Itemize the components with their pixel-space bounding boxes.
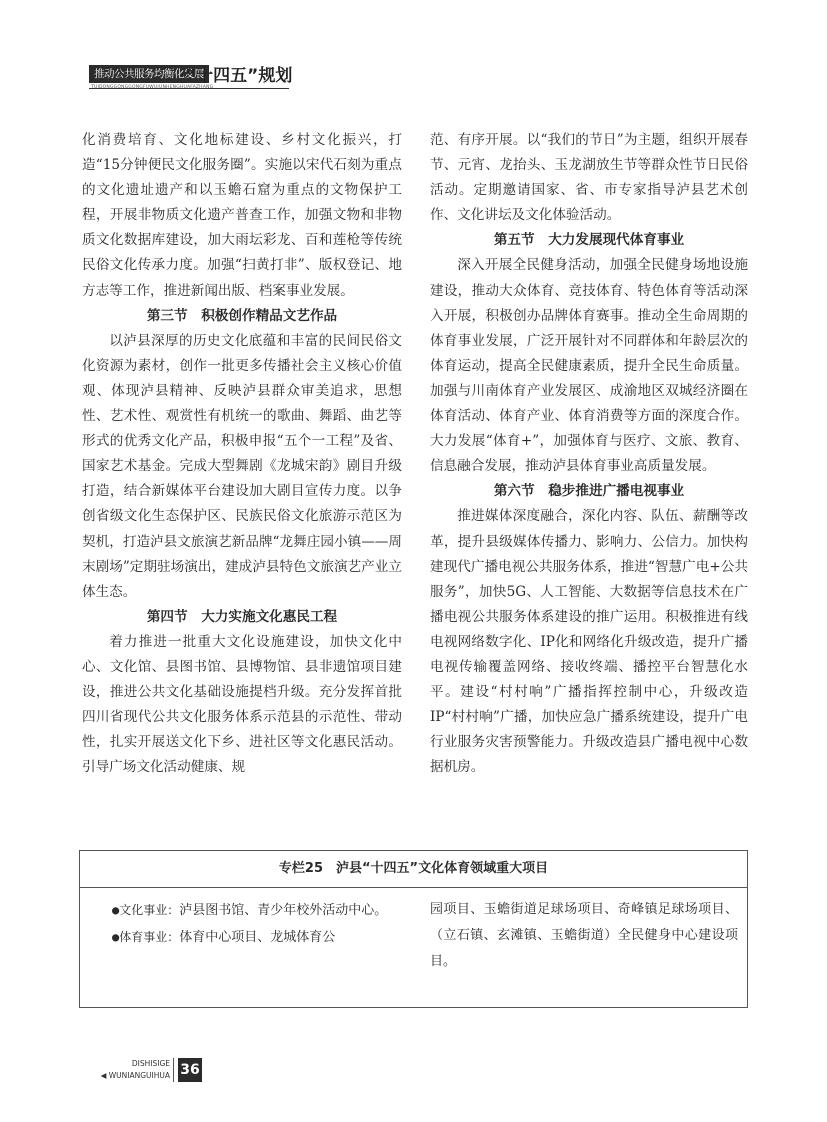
paragraph: 着力推进一批重大文化设施建设，加快文化中心、文化馆、县图书馆、县博物馆、县非遗馆项目建设，推进公共文化基础设施提档升级。充分发挥首批四川省现代公共文化服务体系示范县的示范性、带动性，扎实开展送文化下乡、进社区等文化惠民活动。引导广场文化活动健康、规	[82, 633, 402, 776]
footer-divider	[173, 1058, 174, 1082]
footer-label	[90, 1058, 170, 1082]
project-box	[79, 850, 748, 1008]
box-title: 专栏25 泸县“十四五”文化体育领域重大项目	[80, 851, 747, 888]
left-column	[82, 128, 402, 780]
paragraph: 化消费培育、文化地标建设、乡村文化振兴，打造“15分钟便民文化服务圈”。实施以宋代石刻为重点的文化遗址遗产和以玉蟾石窟为重点的文物保护工程，开展非物质文化遗产普查工作，加强文物和非物质文化数据库建设，加大雨坛彩龙、百和莲枪等传统民俗文化传承力度。加强“扫黄打非”、版权登记、地方志等工作，推进新闻出版、档案事业发展。	[82, 132, 402, 299]
item-text: 泸县图书馆、青少年校外活动中心。	[179, 903, 388, 918]
box-right-column	[430, 897, 738, 975]
page-number: 36	[178, 1058, 202, 1082]
item-label: ●体育事业：	[112, 930, 180, 944]
item-label: ●文化事业：	[112, 903, 180, 917]
box-item-sports	[86, 924, 398, 951]
paragraph: 推进媒体深度融合，深化内容、队伍、薪酬等改革，提升县级媒体传播力、影响力、公信力。加快构建现代广播电视公共服务体系，推进“智慧广电+公共服务”，加快5G、人工智能、大数据等信息技术在广播电视公共服务体系建设的推广运用。积极推进有线电视网络数字化、IP化和网络化升级改造，提升广播电视传输覆盖网络、接收终端、播控平台智慧化水平。建设“村村响”广播指挥控制中心，升级改造IP“村村响”广播，加快应急广播系统建设，提升广电行业服务灾害预警能力。升级改造县广播电视中心数据机房。	[430, 508, 748, 776]
right-column	[430, 128, 748, 780]
box-item-continuation: 园项目、玉蟾街道足球场项目、奇峰镇足球场项目、（立石镇、玄滩镇、玉蟾街道）全民健身中心建设项目。	[430, 902, 738, 969]
section-tag: 推动公共服务均衡化发展	[89, 65, 209, 83]
header-rule	[89, 88, 289, 89]
footer-line: ◀ WUNIANGUIHUA	[100, 1071, 170, 1080]
paragraph: 以泸县深厚的历史文化底蕴和丰富的民间民俗文化资源为素材，创作一批更多传播社会主义核心价值观、体现泸县精神、反映泸县群众审美追求，思想性、艺术性、观赏性有机统一的歌曲、舞蹈、曲艺等形式的优秀文化产品，积极申报“五个一工程”及省、国家艺术基金。完成大型舞剧《龙城宋韵》剧目升级打造，结合新媒体平台建设加大剧目宣传力度。以争创省级文化生态保护区、民族民俗文化旅游示范区为契机，打造泸县文旅演艺新品牌“龙舞庄园小镇——周末剧场”定期驻场演出，建成泸县特色文旅演艺产业立体生态。	[82, 332, 402, 600]
section-heading-6: 第六节 稳步推进广播电视事业	[493, 483, 685, 500]
paragraph: 深入开展全民健身活动，加强全民健身场地设施建设，推动大众体育、竞技体育、特色体育等活动深入开展，积极创办品牌体育赛事。推动全生命周期的体育事业发展，广泛开展针对不同群体和年龄层次的体育运动，提高全民健康素质，提升全民生命质量。加强与川南体育产业发展区、成渝地区双城经济圈在体育活动、体育产业、体育消费等方面的深度合作。大力发展“体育+”，加强体育与医疗、文旅、教育、信息融合发展，推动泸县体育事业高质量发展。	[430, 257, 748, 475]
item-text: 体育中心项目、龙城体育公	[179, 930, 336, 945]
footer-line: DISHISIGE	[131, 1059, 170, 1068]
section-heading-3: 第三节 积极创作精品文艺作品	[146, 307, 338, 324]
section-heading-5: 第五节 大力发展现代体育事业	[493, 232, 685, 249]
section-pinyin: TUIDONGGONGGONGFUWUJUNHENGHUAFAZHANG	[91, 85, 214, 90]
box-item-culture	[86, 897, 398, 924]
box-left-column	[86, 897, 398, 951]
paragraph: 范、有序开展。以“我们的节日”为主题，组织开展春节、元宵、龙抬头、玉龙湖放生节等群众性节日民俗活动。定期邀请国家、省、市专家指导泸县艺术创作、文化讲坛及文化体验活动。	[430, 132, 748, 224]
section-heading-4: 第四节 大力实施文化惠民工程	[146, 608, 338, 625]
header-title: “十四五”规划	[185, 66, 293, 86]
